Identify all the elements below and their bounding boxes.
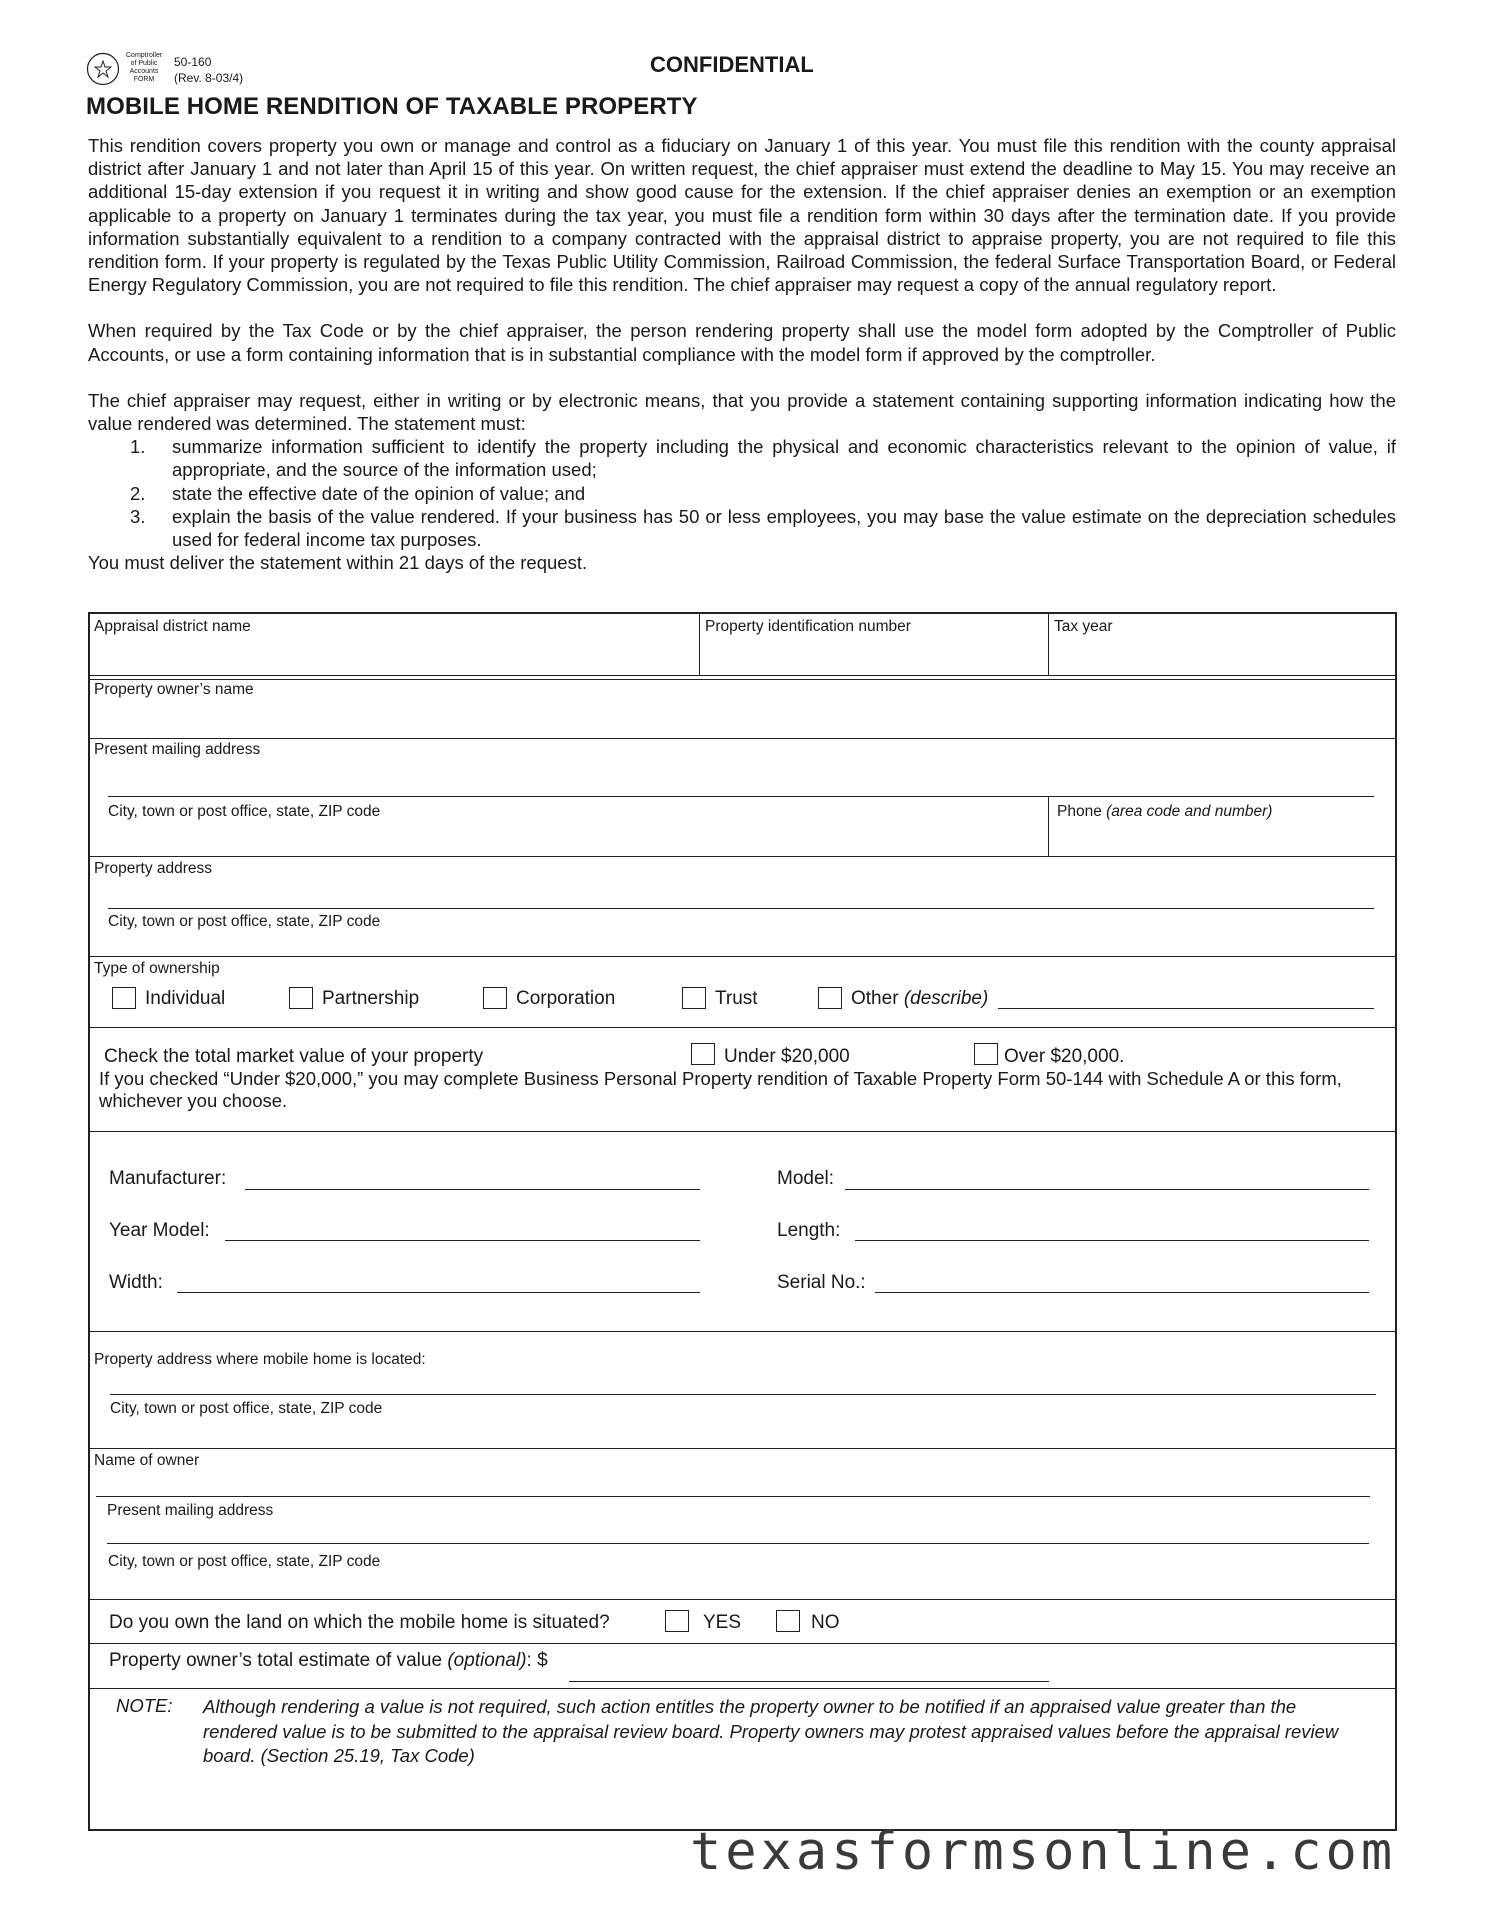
under-20000-checkbox[interactable] <box>691 1043 715 1065</box>
no-checkbox[interactable] <box>776 1610 800 1632</box>
confidential-label: CONFIDENTIAL <box>650 52 814 77</box>
yes-checkbox[interactable] <box>665 1610 689 1632</box>
form-revision: (Rev. 8-03/4) <box>174 71 244 85</box>
yes-label: YES <box>703 1612 742 1633</box>
list-item: 1. summarize information sufficient to identify the property including the physical and economic characteristics relevant to the opinion of value, if appropriate, and the source of the information used; <box>130 436 1396 481</box>
under-20000-label: Under $20,000 <box>724 1046 850 1067</box>
list-item: 3. explain the basis of the value rendered. If your business has 50 or less employees, you may base the value estimate on the depreciation schedules used for federal income tax purposes. <box>130 505 1396 551</box>
property-city-label: City, town or post office, state, ZIP code <box>108 913 381 930</box>
serial-no-label: Serial No.: <box>777 1272 866 1293</box>
list-item: 2. state the effective date of the opinion of value; and <box>130 482 586 504</box>
year-model-field[interactable] <box>225 1240 700 1241</box>
mh-city-field[interactable] <box>110 1420 1390 1446</box>
property-city-field[interactable] <box>108 933 1388 953</box>
owner-name-field[interactable] <box>92 702 1392 734</box>
phone-label: Phone (area code and number) <box>1057 803 1273 820</box>
rendition-form <box>88 612 1397 1831</box>
length-label: Length: <box>777 1220 841 1241</box>
appraisal-district-name-label: Appraisal district name <box>94 618 251 635</box>
name-of-owner-label: Name of owner <box>94 1452 200 1469</box>
width-label: Width: <box>109 1272 163 1293</box>
length-field[interactable] <box>855 1240 1369 1241</box>
over-20000-label: Over $20,000. <box>1004 1046 1125 1067</box>
intro-text <box>88 134 1396 574</box>
width-field[interactable] <box>177 1292 700 1293</box>
watermark: texasformsonline.com <box>690 1822 1397 1882</box>
other-label: Other (describe) <box>851 988 989 1009</box>
appraisal-district-name-field[interactable] <box>92 640 695 672</box>
mailing-city-label: City, town or post office, state, ZIP code <box>108 803 381 820</box>
note-label: NOTE: <box>116 1695 173 1716</box>
tax-year-label: Tax year <box>1054 618 1113 635</box>
trust-checkbox[interactable] <box>682 987 706 1009</box>
market-value-question: Check the total market value of your property <box>104 1046 484 1067</box>
property-id-field[interactable] <box>703 640 1044 672</box>
owner-mailing-field[interactable] <box>107 1522 1367 1542</box>
mailing-city-field[interactable] <box>108 824 1043 854</box>
year-model-label: Year Model: <box>109 1220 210 1241</box>
corporation-label: Corporation <box>516 988 616 1009</box>
mailing-address-label: Present mailing address <box>94 741 261 758</box>
partnership-label: Partnership <box>322 988 420 1009</box>
manufacturer-label: Manufacturer: <box>109 1168 227 1189</box>
form-number-block <box>174 54 243 86</box>
tax-year-field[interactable] <box>1052 640 1392 672</box>
page-title: MOBILE HOME RENDITION OF TAXABLE PROPERTY <box>86 93 698 120</box>
model-label: Model: <box>777 1168 835 1189</box>
partnership-checkbox[interactable] <box>289 987 313 1009</box>
intro-para-1: This rendition covers property you own or manage and control as a fiduciary on January 1 of this year. You must file this rendition with the county appraisal district after January 1 and not later than April 15 of this year. On written request, the chief appraiser must extend the deadline to May 15. You may receive an additional 15-day extension if you request it in writing and show good cause for the extension. If the chief appraiser denies an exemption or an exemption applicable to a property on January 1 terminates during the tax year, you must file a rendition form within 30 days after the termination date. If you provide information substantially equivalent to a rendition to a company contracted with the appraisal district to appraise property, you are not required to file this rendition form. If your property is regulated by the Texas Public Utility Commission, Railroad Commission, the federal Surface Transportation Board, or Federal Energy Regulatory Commission, you are not required to file this rendition. The chief appraiser may request a copy of the annual regulatory report. <box>88 135 1396 296</box>
over-20000-checkbox[interactable] <box>974 1043 998 1065</box>
mailing-address-field[interactable] <box>110 762 1380 794</box>
intro-para-2: When required by the Tax Code or by the chief appraiser, the person rendering property shall use the model form adopted by the Comptroller of Public Accounts, or use a form containing information that is in substantial compliance with the model form if approved by the comptroller. <box>88 320 1396 365</box>
manufacturer-field[interactable] <box>245 1189 700 1190</box>
estimate-value-field[interactable] <box>569 1681 1049 1682</box>
individual-label: Individual <box>145 988 226 1009</box>
intro-para-3: The chief appraiser may request, either in writing or by electronic means, that you provide a statement containing supporting information indicating how the value rendered was determined. The statement must: <box>88 389 1396 435</box>
statement-requirements-list <box>88 435 1396 551</box>
comptroller-logo <box>86 52 168 88</box>
texas-seal-icon <box>86 52 120 86</box>
property-id-label: Property identification number <box>705 618 911 635</box>
market-value-note: If you checked “Under $20,000,” you may complete Business Personal Property rendition of Taxable Property Form 50-144 with Schedule A or this form, whichever you choose. <box>99 1068 1342 1111</box>
mh-location-label: Property address where mobile home is located: <box>94 1351 426 1368</box>
owner-name-label: Property owner’s name <box>94 681 254 698</box>
intro-para-4: You must deliver the statement within 21 days of the request. <box>88 552 588 574</box>
property-address-field[interactable] <box>110 880 1380 906</box>
corporation-checkbox[interactable] <box>483 987 507 1009</box>
note-text: Although rendering a value is not required, such action entitles the property owner to be notified if an appraised value greater than the rendered value is to be submitted to the appraisal review board. Property owners may protest appraised values before the appraisal review board. (Section 25.19, Tax Code) <box>203 1696 1339 1766</box>
model-field[interactable] <box>845 1189 1369 1190</box>
form-number: 50-160 <box>174 55 212 69</box>
owner-city-label: City, town or post office, state, ZIP code <box>108 1553 381 1570</box>
logo-text: Comptroller of Public Accounts FORM <box>126 52 163 83</box>
estimate-label: Property owner’s total estimate of value (optional): $ <box>109 1650 548 1671</box>
individual-checkbox[interactable] <box>112 987 136 1009</box>
trust-label: Trust <box>715 988 758 1009</box>
owner-city-field[interactable] <box>108 1573 1388 1597</box>
property-address-label: Property address <box>94 860 213 877</box>
ownership-type-label: Type of ownership <box>94 960 220 977</box>
owner-mailing-label: Present mailing address <box>107 1502 274 1519</box>
name-of-owner-field[interactable] <box>96 1472 1370 1494</box>
own-land-question: Do you own the land on which the mobile home is situated? <box>109 1612 610 1633</box>
other-checkbox[interactable] <box>818 987 842 1009</box>
phone-field[interactable] <box>1054 824 1392 854</box>
no-label: NO <box>811 1612 840 1633</box>
mh-city-label: City, town or post office, state, ZIP code <box>110 1400 383 1417</box>
serial-no-field[interactable] <box>875 1292 1369 1293</box>
other-describe-field[interactable] <box>998 1008 1374 1009</box>
mh-location-field[interactable] <box>112 1372 1374 1392</box>
